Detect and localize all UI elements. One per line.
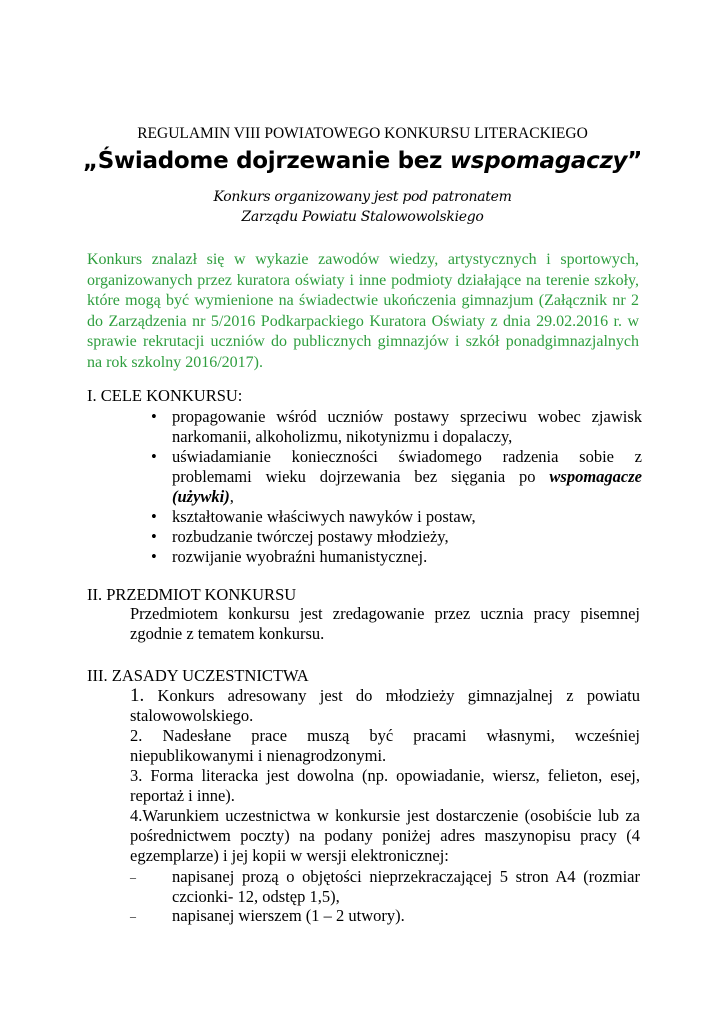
section-participation-heading: III. ZASADY UCZESTNICTWA <box>87 666 309 685</box>
dash-icon: – <box>130 909 136 923</box>
list-item <box>148 527 642 547</box>
goal-text: rozbudzanie twórczej postawy młodzieży, <box>172 527 449 546</box>
list-item <box>148 507 642 527</box>
contest-title-italic: wspomagaczy <box>449 148 628 174</box>
format-prose-text: napisanej prozą o objętości nieprzekraczającej 5 stron A4 (rozmiar czcionki- 12, odstęp 1,5), <box>172 867 640 906</box>
rule-item-4: 4.Warunkiem uczestnictwa w konkursie jest dostarczenie (osobiście lub za pośrednictwem poczty) na podany poniżej adres maszynopisu pracy (4 egzemplarze) i jej kopii w wersji elektronicznej: <box>130 806 640 865</box>
goal-text-end: , <box>229 487 234 506</box>
bullet-icon: • <box>151 507 157 526</box>
contest-title <box>0 148 725 174</box>
goal-text: kształtowanie właściwych nawyków i postaw, <box>172 507 476 526</box>
rule-item-3: 3. Forma literacka jest dowolna (np. opowiadanie, wiersz, felieton, esej, reportaż i inne). <box>130 766 640 805</box>
format-poem-item <box>130 906 640 926</box>
section-subject-text: Przedmiotem konkursu jest zredagowanie przez ucznia pracy pisemnej zgodnie z tematem konkursu. <box>130 604 640 643</box>
format-poem-text: napisanej wierszem (1 – 2 utwory). <box>172 906 405 925</box>
bullet-icon: • <box>151 447 157 466</box>
bullet-icon: • <box>151 547 157 566</box>
rule-item-1 <box>130 686 640 726</box>
contest-title-suffix: ” <box>627 148 643 174</box>
goals-list <box>148 407 642 567</box>
list-item <box>148 547 642 567</box>
rule-text: Konkurs adresowany jest do młodzieży gimnazjalnej z powiatu stalowowolskiego. <box>130 686 640 725</box>
participation-rules <box>130 686 640 866</box>
rule-number: 1. <box>130 685 145 706</box>
goal-emphasis: wspomagacze (używki) <box>172 467 643 506</box>
goal-text: uświadamianie konieczności świadomego radzenia sobie z problemami wieku dojrzewania bez sięgania po <box>172 447 642 486</box>
notice-paragraph: Konkurs znalazł się w wykazie zawodów wiedzy, artystycznych i sportowych, organizowanych przez kuratora oświaty i inne podmioty działające na terenie szkoły, które mogą być wymienione na świadectwie ukończenia gimnazjum (Załącznik nr 2 do Zarządzenia nr 5/2016 Podkarpackiego Kuratora Oświaty z dnia 29.02.2016 r. w sprawie rekrutacji uczniów do publicznych gimnazjów i szkół ponadgimnazjalnych na rok szkolny 2016/2017). <box>87 251 639 371</box>
section-subject-heading: II. PRZEDMIOT KONKURSU <box>87 585 297 604</box>
format-prose-item <box>130 867 640 907</box>
list-item <box>148 447 642 507</box>
bullet-icon: • <box>151 527 157 546</box>
section-goals-heading: I. CELE KONKURSU: <box>87 386 243 405</box>
goal-text: rozwijanie wyobraźni humanistycznej. <box>172 547 428 566</box>
patronage-line-2: Zarządu Powiatu Stalowowolskiego <box>241 209 484 225</box>
patronage-line-1: Konkurs organizowany jest pod patronatem <box>213 189 512 205</box>
regulation-heading: REGULAMIN VIII POWIATOWEGO KONKURSU LITERACKIEGO <box>137 125 588 142</box>
list-item <box>148 407 642 447</box>
contest-title-prefix: „Świadome dojrzewanie bez <box>82 148 450 174</box>
rule-item-2: 2. Nadesłane prace muszą być pracami własnymi, wcześniej niepublikowanymi i nienagrodzonymi. <box>130 726 640 765</box>
goal-text: propagowanie wśród uczniów postawy sprzeciwu wobec zjawisk narkomanii, alkoholizmu, nikotynizmu i dopalaczy, <box>172 407 642 446</box>
dash-icon: – <box>130 870 136 884</box>
bullet-icon: • <box>151 407 157 426</box>
